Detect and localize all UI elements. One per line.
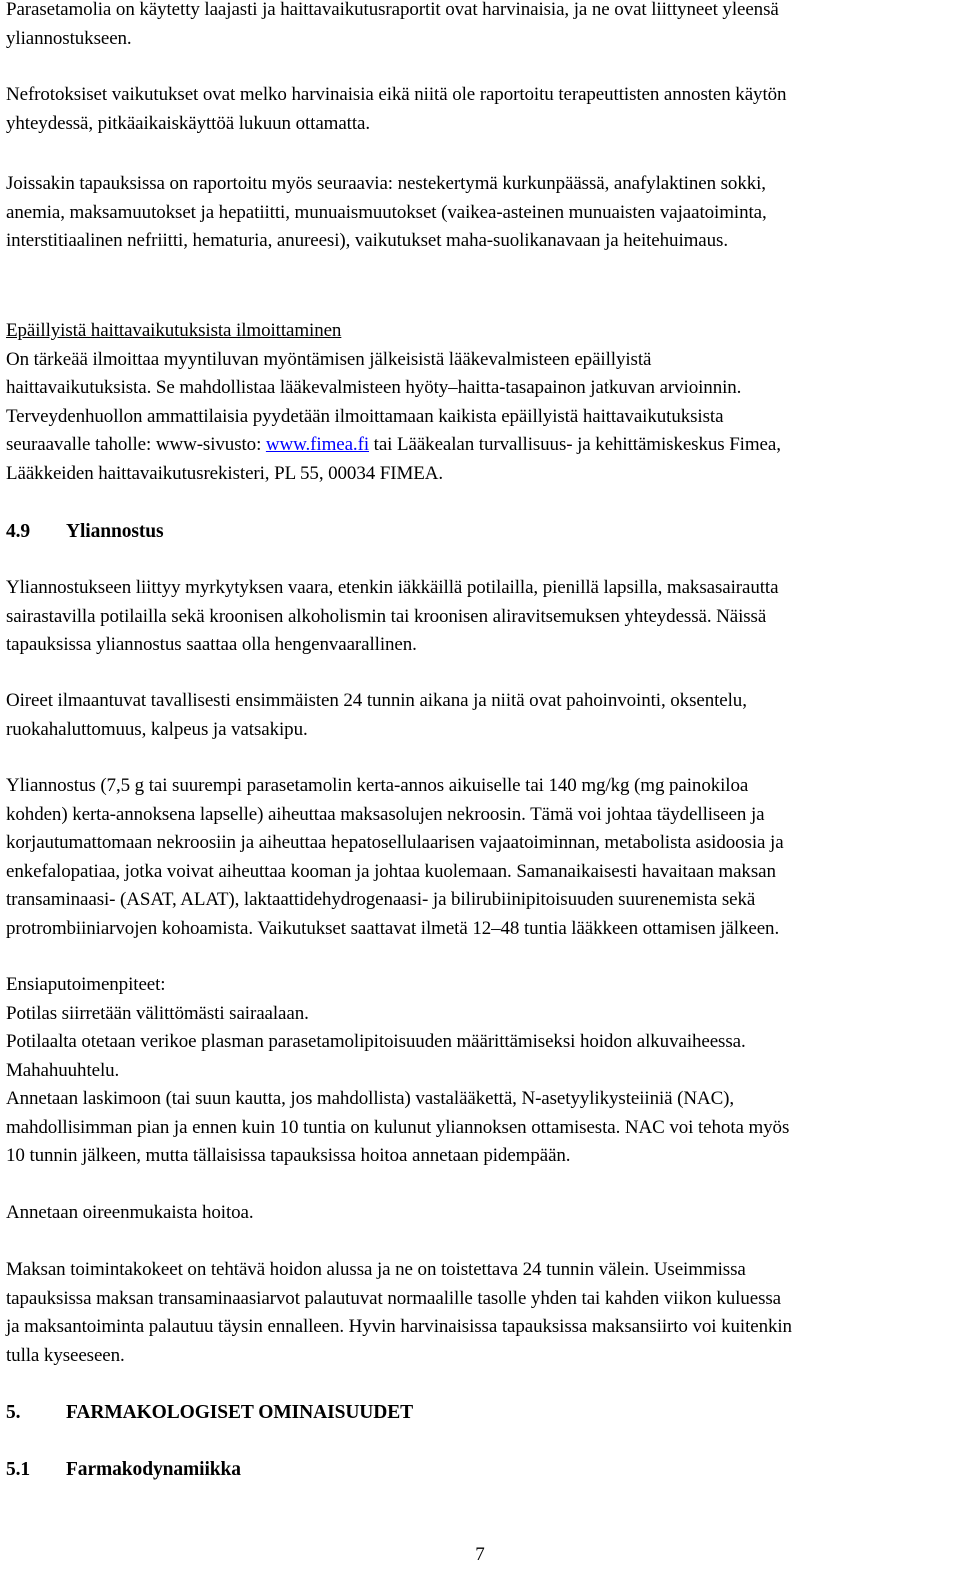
text-line: korjautumattomaan nekroosiin ja aiheuttaa hepatosellulaarisen vajaatoiminnan, metabolista asidoosia ja: [6, 832, 784, 853]
text-line: tulla kyseeseen.: [6, 1344, 125, 1366]
paragraph-overdose-dose: [6, 772, 954, 943]
reporting-heading: Epäillyistä haittavaikutuksista ilmoittaminen: [6, 320, 342, 341]
section-title: Yliannostus: [66, 521, 164, 542]
text-line: Potilaalta otetaan verikoe plasman parasetamolipitoisuuden määrittämiseksi hoidon alkuvaiheessa.: [6, 1031, 746, 1052]
text-line: kohden) kerta-annoksena lapselle) aiheuttaa maksasolujen nekroosin. Tämä voi johtaa täydelliseen ja: [6, 803, 765, 825]
paragraph-symptoms: [6, 687, 954, 744]
text-line: tapauksissa yliannostus saattaa olla hengenvaarallinen.: [6, 634, 417, 655]
text-line: Parasetamolia on käytetty laajasti ja haittavaikutusraportit ovat harvinaisia, ja ne ovat liittyneet yleensä: [6, 0, 779, 20]
section-heading-4-9: [6, 518, 164, 547]
text-line: anemia, maksamuutokset ja hepatiitti, munuaismuutokset (vaikea-asteinen munuaisten vajaatoiminta,: [6, 201, 767, 223]
text-line: Yliannostukseen liittyy myrkytyksen vaara, etenkin iäkkäillä potilailla, pienillä lapsilla, maksasairautta: [6, 577, 779, 598]
text-segment: tai Lääkealan turvallisuus- ja kehittämiskeskus Fimea,: [369, 434, 781, 455]
text-line: On tärkeää ilmoittaa myyntiluvan myöntämisen jälkeisistä lääkevalmisteen epäillyistä: [6, 348, 652, 370]
text-line: ja maksantoiminta palautuu täysin ennalleen. Hyvin harvinaisissa tapauksissa maksansiirto voi kuitenkin: [6, 1316, 792, 1337]
text-line: Mahahuuhtelu.: [6, 1059, 120, 1081]
paragraph-overdose-risk: [6, 574, 954, 660]
text-line: Annetaan laskimoon (tai suun kautta, jos mahdollista) vastalääkettä, N-asetyylikysteiiniä (NAC),: [6, 1088, 735, 1109]
text-line: mahdollisimman pian ja ennen kuin 10 tuntia on kulunut yliannoksen ottamisesta. NAC voi tehota myös: [6, 1116, 790, 1138]
text-line: enkefalopatiaa, jotka voivat aiheuttaa kooman ja johtaa kuolemaan. Samanaikaisesti havaitaan maksan: [6, 860, 776, 882]
fimea-link[interactable]: www.fimea.fi: [265, 434, 369, 455]
text-line: [6, 431, 954, 460]
text-line: tapauksissa maksan transaminaasiarvot palautuvat normaalille tasolle yhden tai kahden viikon kuluessa: [6, 1287, 782, 1309]
text-line: yhteydessä, pitkäaikaiskäyttöä lukuun ottamatta.: [6, 112, 371, 134]
text-line: sairastavilla potilailla sekä kroonisen alkoholismin tai kroonisen aliravitsemuksen yhteydessä. Näissä: [6, 605, 767, 627]
page-number: 7: [475, 1544, 485, 1565]
text-line: Ensiaputoimenpiteet:: [6, 974, 166, 995]
paragraph-symptomatic-treatment: [6, 1199, 954, 1228]
paragraph-reporting: [6, 317, 954, 488]
section-title: Farmakodynamiikka: [66, 1459, 241, 1480]
text-line: Nefrotoksiset vaikutukset ovat melko harvinaisia eikä niitä ole raportoitu terapeuttisten annosten käytön: [6, 84, 787, 105]
section-number: 5.: [6, 1402, 21, 1423]
text-line: Maksan toimintakokeet on tehtävä hoidon alussa ja ne on toistettava 24 tunnin välein. Useimmissa: [6, 1259, 746, 1280]
paragraph-liver-tests: [6, 1256, 954, 1370]
text-line: Annetaan oireenmukaista hoitoa.: [6, 1202, 254, 1223]
text-line: yliannostukseen.: [6, 27, 132, 49]
section-number: 5.1: [6, 1459, 31, 1480]
paragraph-nephrotoxic: [6, 81, 954, 138]
text-line: haittavaikutuksista. Se mahdollistaa lääkevalmisteen hyöty–haitta-tasapainon jatkuvan arvioinnin.: [6, 377, 742, 398]
text-line: interstitiaalinen nefriitti, hematuria, anureesi), vaikutukset maha-suolikanavaan ja heitehuimaus.: [6, 230, 728, 251]
section-title: FARMAKOLOGISET OMINAISUUDET: [66, 1402, 414, 1423]
section-heading-5-1: [6, 1456, 241, 1485]
text-line: Joissakin tapauksissa on raportoitu myös seuraavia: nestekertymä kurkunpäässä, anafylaktinen sokki,: [6, 173, 766, 194]
text-line: ruokahaluttomuus, kalpeus ja vatsakipu.: [6, 718, 308, 740]
text-segment: seuraavalle taholle: www-sivusto:: [6, 434, 266, 455]
text-line: Yliannostus (7,5 g tai suurempi parasetamolin kerta-annos aikuiselle tai 140 mg/kg (mg painokiloa: [6, 775, 749, 796]
text-line: Terveydenhuollon ammattilaisia pyydetään ilmoittamaan kaikista epäillyistä haittavaikutuksista: [6, 405, 724, 427]
text-line: transaminaasi- (ASAT, ALAT), laktaattidehydrogenaasi- ja bilirubiinipitoisuuden suurenemista sekä: [6, 889, 756, 910]
text-line: protrombiiniarvojen kohoamista. Vaikutukset saattavat ilmetä 12–48 tuntia lääkkeen ottamisen jälkeen.: [6, 917, 780, 939]
section-number: 4.9: [6, 521, 31, 542]
text-line: Lääkkeiden haittavaikutusrekisteri, PL 55, 00034 FIMEA.: [6, 462, 444, 484]
text-line: Potilas siirretään välittömästi sairaalaan.: [6, 1002, 309, 1024]
paragraph-first-aid: [6, 971, 954, 1171]
paragraph-other-reports: [6, 170, 954, 256]
text-line: Oireet ilmaantuvat tavallisesti ensimmäisten 24 tunnin aikana ja niitä ovat pahoinvointi, oksentelu,: [6, 690, 747, 711]
text-line: 10 tunnin jälkeen, mutta tällaisissa tapauksissa hoitoa annetaan pidempään.: [6, 1145, 571, 1166]
paragraph-overdose-reports: [6, 0, 954, 53]
section-heading-5: [6, 1399, 413, 1428]
